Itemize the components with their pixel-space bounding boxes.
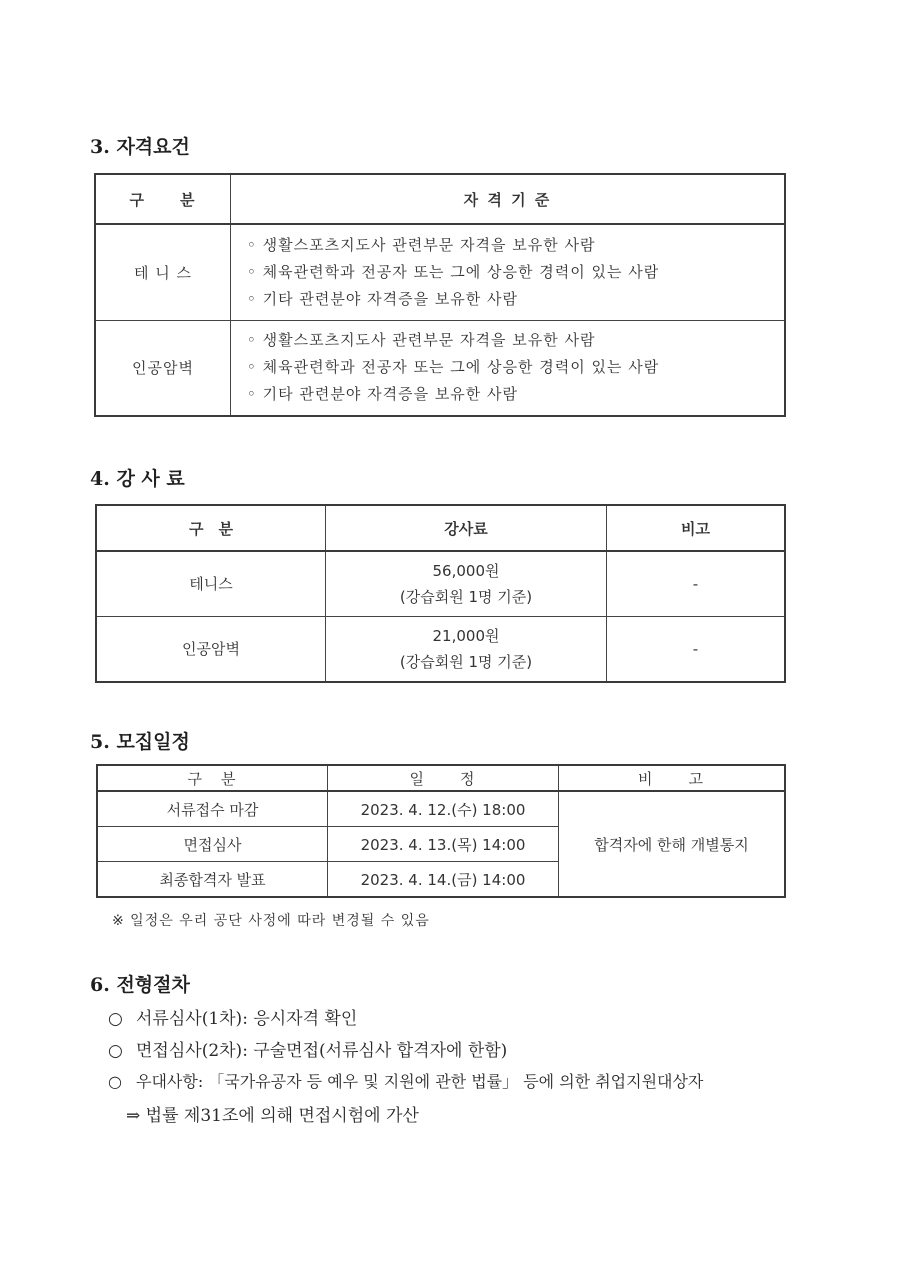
criteria-item: ◦ 생활스포츠지도사 관련부문 자격을 보유한 사람 bbox=[247, 235, 596, 254]
category-cell: 인공암벽 bbox=[96, 617, 326, 683]
category-cell: 테니스 bbox=[96, 551, 326, 617]
fee-amount: 56,000원 bbox=[432, 562, 500, 580]
table-header: 구 분 bbox=[97, 765, 328, 791]
fee-cell bbox=[326, 551, 607, 617]
table-header: 자 격 기 준 bbox=[231, 174, 786, 224]
schedule-note: ※ 일정은 우리 공단 사정에 따라 변경될 수 있음 bbox=[112, 913, 430, 929]
remark-cell: - bbox=[607, 617, 786, 683]
procedure-text: 우대사항: 「국가유공자 등 예우 및 지원에 관한 법률」 등에 의한 취업지원대상자 bbox=[136, 1072, 704, 1091]
table-header: 비 고 bbox=[559, 765, 786, 791]
fee-cell bbox=[326, 617, 607, 683]
criteria-item: ◦ 생활스포츠지도사 관련부문 자격을 보유한 사람 bbox=[247, 331, 596, 350]
criteria-item: ◦ 체육관련학과 전공자 또는 그에 상응한 경력이 있는 사람 bbox=[247, 262, 660, 281]
schedule-table bbox=[96, 764, 786, 898]
criteria-cell bbox=[231, 224, 786, 320]
category-cell: 서류접수 마감 bbox=[97, 791, 328, 827]
table-row bbox=[95, 320, 785, 416]
section-title-qualifications: 3. 자격요건 bbox=[90, 136, 190, 158]
section-title-schedule: 5. 모집일정 bbox=[90, 731, 190, 753]
criteria-item: ◦ 기타 관련분야 자격증을 보유한 사람 bbox=[247, 385, 519, 404]
criteria-cell bbox=[231, 320, 786, 416]
table-header: 구 분 bbox=[96, 505, 326, 551]
date-cell: 2023. 4. 14.(금) 14:00 bbox=[328, 862, 559, 898]
table-row bbox=[96, 551, 785, 617]
table-header: 비고 bbox=[607, 505, 786, 551]
procedure-subitem: ⇒ 법률 제31조에 의해 면접시험에 가산 bbox=[126, 1106, 419, 1126]
fee-amount: 21,000원 bbox=[432, 627, 500, 645]
table-header: 구 분 bbox=[95, 174, 231, 224]
qualifications-table bbox=[94, 173, 786, 417]
criteria-item: ◦ 기타 관련분야 자격증을 보유한 사람 bbox=[247, 289, 519, 308]
procedure-item bbox=[108, 1036, 507, 1061]
category-cell: 테 니 스 bbox=[95, 224, 231, 320]
procedure-text: 서류심사(1차): 응시자격 확인 bbox=[136, 1009, 358, 1029]
bullet-icon: ○ bbox=[108, 1009, 123, 1029]
table-row bbox=[96, 617, 785, 683]
table-header: 일 정 bbox=[328, 765, 559, 791]
bullet-icon: ○ bbox=[108, 1041, 123, 1061]
category-cell: 최종합격자 발표 bbox=[97, 862, 328, 898]
fee-note: (강습회원 1명 기준) bbox=[399, 653, 533, 671]
table-row bbox=[97, 791, 785, 827]
date-cell: 2023. 4. 13.(목) 14:00 bbox=[328, 827, 559, 862]
fee-note: (강습회원 1명 기준) bbox=[399, 588, 533, 606]
bullet-icon: ○ bbox=[108, 1072, 122, 1091]
procedure-text: 면접심사(2차): 구술면접(서류심사 합격자에 한함) bbox=[136, 1041, 508, 1061]
fee-table bbox=[95, 504, 786, 683]
date-cell: 2023. 4. 12.(수) 18:00 bbox=[328, 791, 559, 827]
remark-cell: 합격자에 한해 개별통지 bbox=[559, 791, 786, 897]
table-row bbox=[95, 224, 785, 320]
procedure-item bbox=[108, 1004, 357, 1029]
criteria-item: ◦ 체육관련학과 전공자 또는 그에 상응한 경력이 있는 사람 bbox=[247, 358, 660, 377]
section-title-fee: 4. 강 사 료 bbox=[90, 468, 185, 490]
remark-cell: - bbox=[607, 551, 786, 617]
category-cell: 면접심사 bbox=[97, 827, 328, 862]
table-header: 강사료 bbox=[326, 505, 607, 551]
category-cell: 인공암벽 bbox=[95, 320, 231, 416]
section-title-procedure: 6. 전형절차 bbox=[90, 974, 190, 996]
procedure-item bbox=[108, 1069, 703, 1092]
